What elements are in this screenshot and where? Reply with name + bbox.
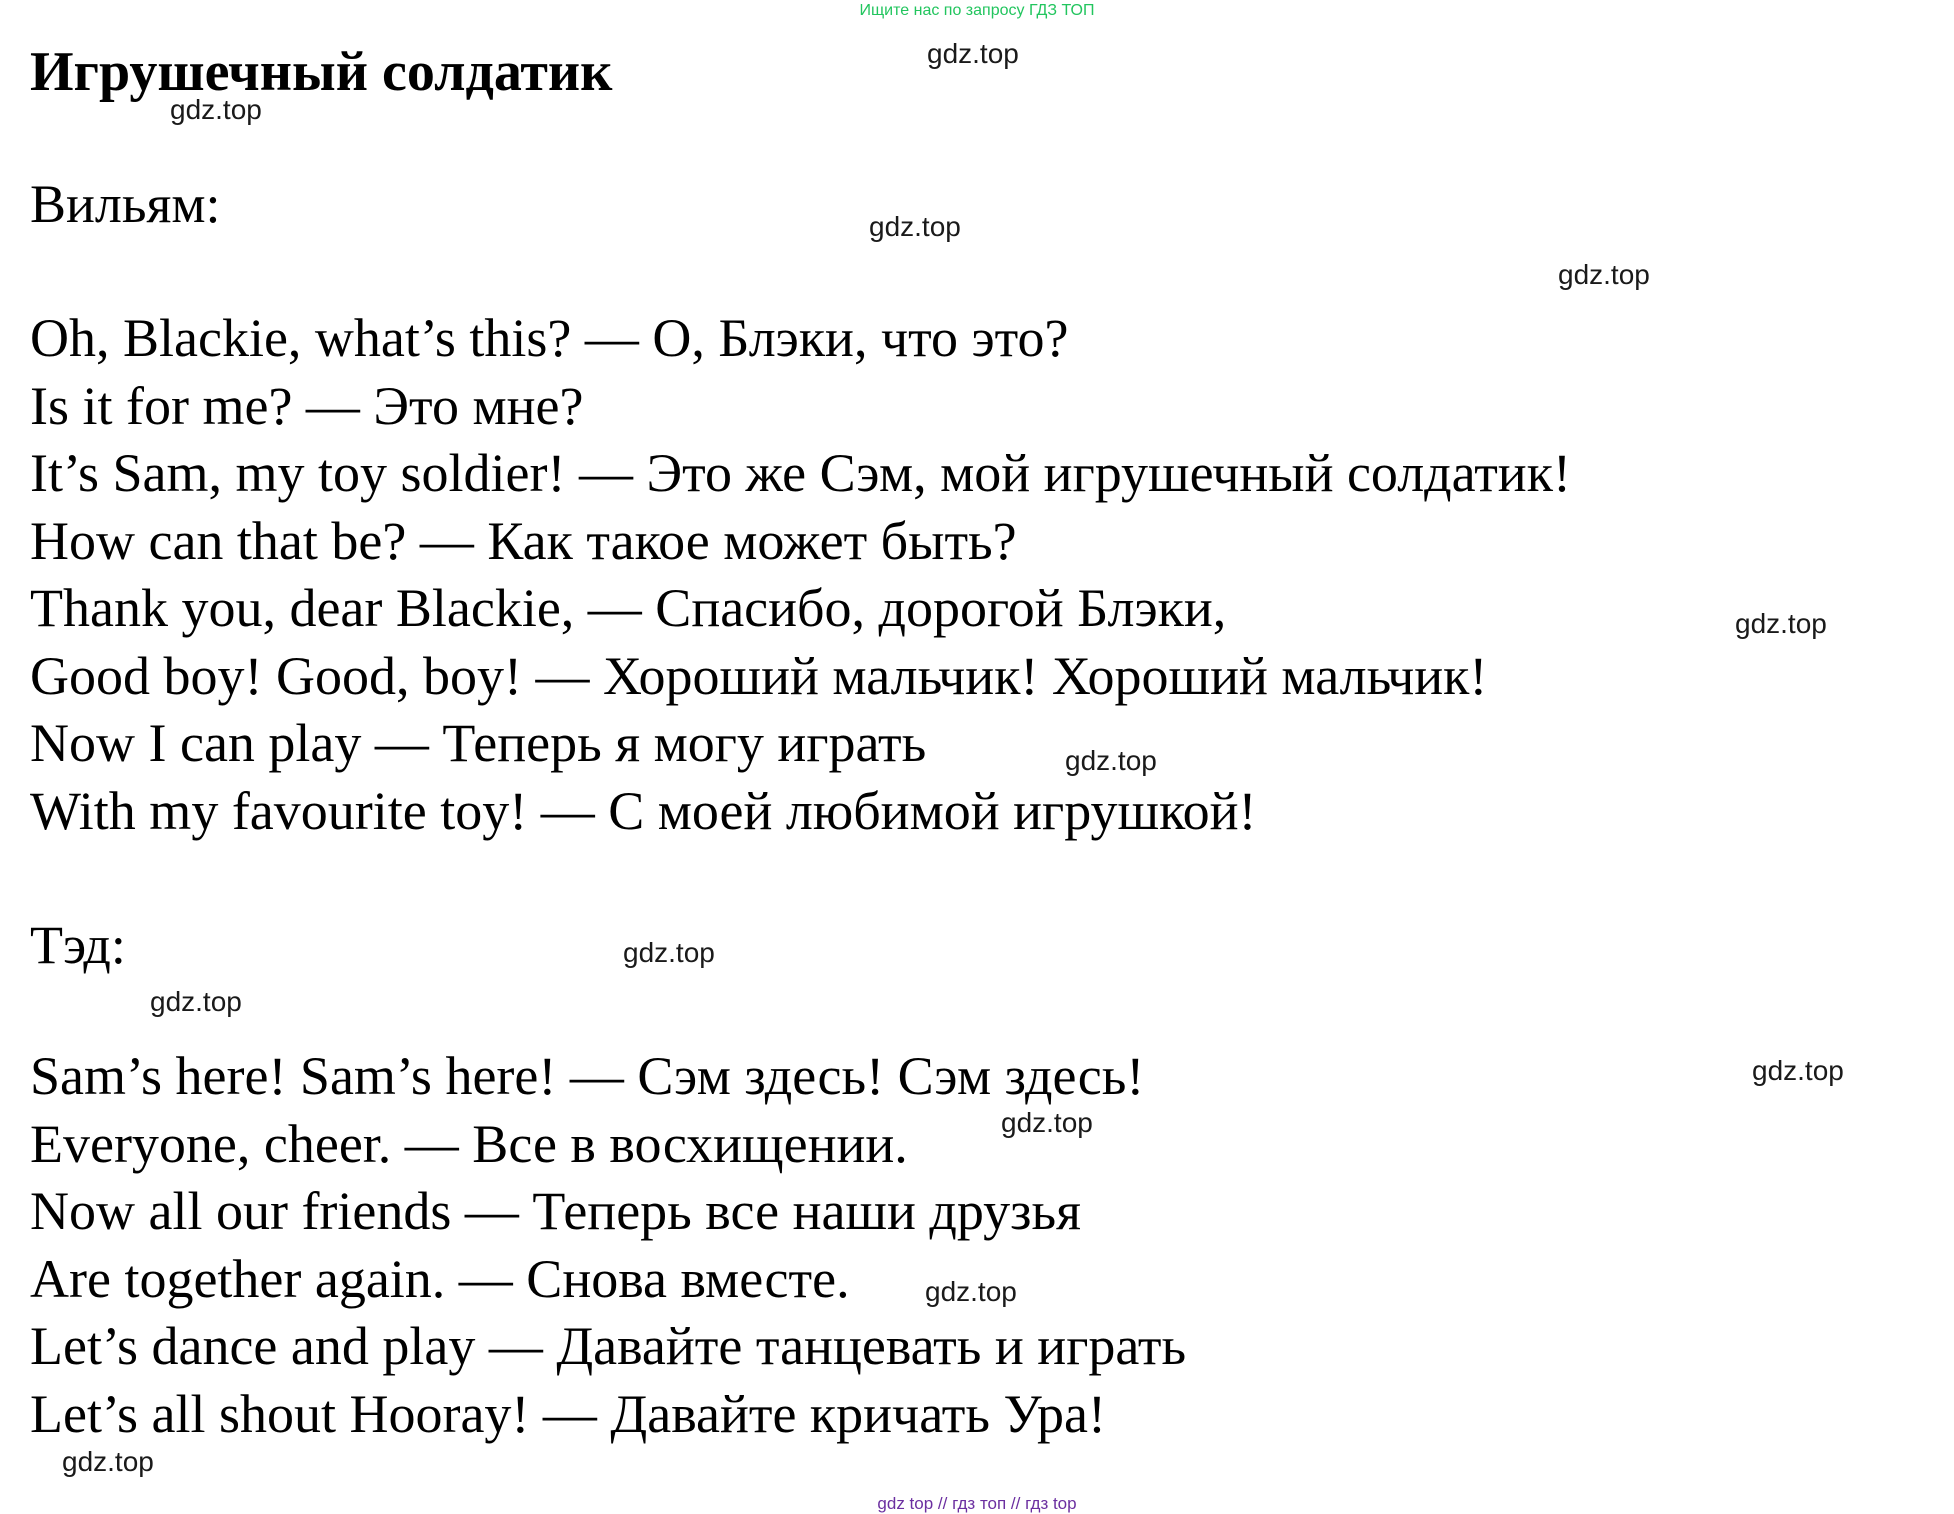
speaker-william: Вильям: bbox=[30, 174, 221, 234]
watermark: gdz.top bbox=[623, 937, 715, 968]
verse-line: How can that be? — Как такое может быть? bbox=[30, 510, 1017, 571]
william-lines bbox=[30, 305, 1571, 845]
verse-line: Let’s dance and play — Давайте танцевать и играть bbox=[30, 1316, 1187, 1376]
page-title: Игрушечный солдатик bbox=[30, 41, 613, 103]
verse-line: With my favourite toy! — С моей любимой игрушкой! bbox=[30, 780, 1257, 841]
speaker-ted: Тэд: bbox=[30, 915, 126, 975]
watermark: gdz.top bbox=[869, 211, 961, 242]
verse-line: It’s Sam, my toy soldier! — Это же Сэм, мой игрушечный солдатик! bbox=[30, 443, 1571, 503]
verse-line: Are together again. — Снова вместе. bbox=[30, 1248, 850, 1309]
verse-line: Now I can play — Теперь я могу играть bbox=[30, 713, 927, 773]
verse-line: Everyone, cheer. — Все в восхищении. bbox=[30, 1113, 908, 1174]
watermark: gdz.top bbox=[1065, 745, 1157, 776]
verse-line: Let’s all shout Hooray! — Давайте кричать Ура! bbox=[30, 1383, 1106, 1444]
verse-line: Oh, Blackie, what’s this? — О, Блэки, что это? bbox=[30, 308, 1069, 368]
verse-line: Thank you, dear Blackie, — Спасибо, дорогой Блэки, bbox=[30, 578, 1227, 638]
watermark: gdz.top bbox=[62, 1446, 154, 1477]
watermark: gdz.top bbox=[1752, 1055, 1844, 1086]
watermark: gdz.top bbox=[1001, 1107, 1093, 1138]
watermark: gdz.top bbox=[150, 986, 242, 1017]
verse-line: Now all our friends — Теперь все наши друзья bbox=[30, 1181, 1081, 1241]
verse-line: Good boy! Good, boy! — Хороший мальчик! Хороший мальчик! bbox=[30, 645, 1488, 706]
footer-note: gdz top // гдз топ // гдз top bbox=[877, 1494, 1077, 1513]
watermark: gdz.top bbox=[1735, 608, 1827, 639]
ted-lines bbox=[30, 1043, 1186, 1448]
top-search-note: Ищите нас по запросу ГДЗ ТОП bbox=[859, 2, 1095, 19]
verse-line: Is it for me? — Это мне? bbox=[30, 375, 584, 436]
watermark: gdz.top bbox=[925, 1276, 1017, 1307]
watermark: gdz.top bbox=[1558, 259, 1650, 290]
watermark: gdz.top bbox=[927, 38, 1019, 69]
watermark: gdz.top bbox=[170, 94, 262, 125]
verse-line: Sam’s here! Sam’s here! — Сэм здесь! Сэм здесь! bbox=[30, 1046, 1145, 1106]
